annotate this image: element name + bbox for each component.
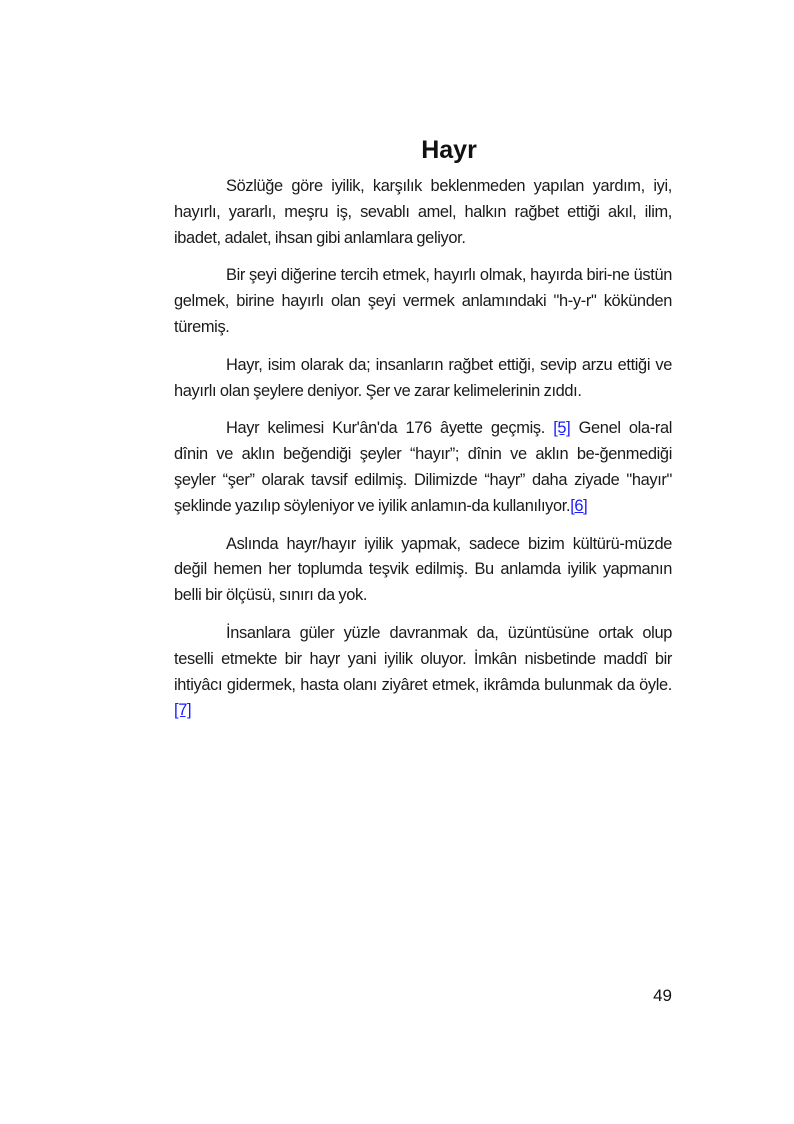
- paragraph-6: [174, 621, 672, 724]
- paragraph-text: Sözlüğe göre iyilik, karşılık beklenmeden yapılan yardım, iyi, hayırlı, yararlı, meşru iş, sevablı amel, halkın rağbet ettiği akıl, ilim, ibadet, adalet, ihsan gibi anlamlara geliyor.: [174, 177, 672, 247]
- paragraph-1: [174, 174, 672, 251]
- page-body: [174, 132, 672, 736]
- footnote-link-6[interactable]: [6]: [570, 496, 588, 515]
- page-number: 49: [653, 986, 672, 1005]
- paragraph-2: [174, 263, 672, 340]
- paragraph-text: Hayr kelimesi Kur'ân'da 176 âyette geçmiş.: [226, 419, 554, 438]
- paragraph-text: Genel ola-ral dînin ve aklın beğendiği şeyler “hayır”; dînin ve aklın be-ğenmediği şeyler “şer” olarak tavsif edilmiş. Dilimizde “hayr” daha ziyade "hayır" şeklinde yazılıp söyleniyor ve iyilik anlamın-da kullanılıyor.: [174, 419, 672, 515]
- paragraph-text: Bir şeyi diğerine tercih etmek, hayırlı olmak, hayırda biri-ne üstün gelmek, birine hayırlı olan şeyi vermek anlamındaki "h-y-r" kökünden türemiş.: [174, 266, 672, 336]
- paragraph-4: [174, 416, 672, 519]
- paragraph-3: [174, 353, 672, 405]
- paragraph-5: [174, 532, 672, 609]
- paragraph-text: İnsanlara güler yüzle davranmak da, üzüntüsüne ortak olup teselli etmekte bir hayr yani iyilik oluyor. İmkân nisbetinde maddî bir ihtiyâcı gidermek, hasta olanı ziyâret etmek, ikrâmda bulunmak da öyle.: [174, 623, 672, 694]
- paragraph-text: Hayr, isim olarak da; insanların rağbet ettiği, sevip arzu ettiği ve hayırlı olan şeylere deniyor. Şer ve zarar kelimelerinin zıddı.: [174, 355, 672, 400]
- footnote-link-5[interactable]: [5]: [553, 419, 571, 438]
- footnote-link-7[interactable]: [7]: [174, 701, 192, 720]
- paragraph-text: Aslında hayr/hayır iyilik yapmak, sadece bizim kültürü-müzde değil hemen her toplumda teşvik edilmiş. Bu anlamda iyilik yapmanın belli bir ölçüsü, sınırı da yok.: [174, 534, 672, 605]
- page-title: Hayr: [421, 136, 477, 164]
